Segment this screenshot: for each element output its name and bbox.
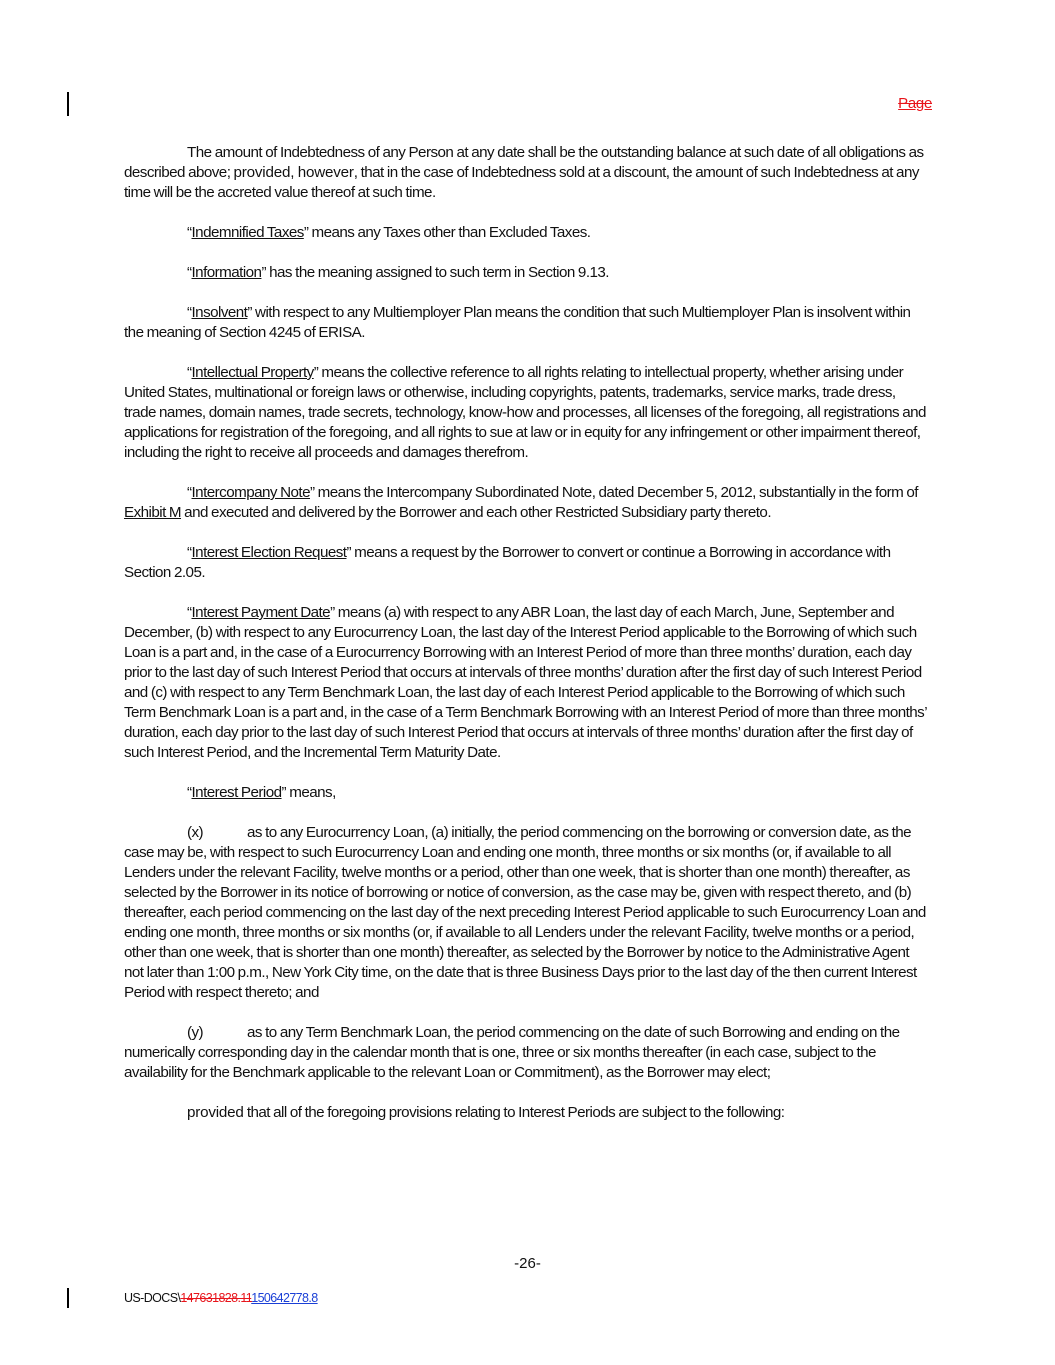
proviso-text: that all of the foregoing provisions relating to Interest Periods are subject to the following: [243,1104,785,1121]
definition-insolvent: “Insolvent” with respect to any Multiemployer Plan means the condition that such Multiemployer Plan is insolvent within the meaning of Section 4245 of ERISA. [124,304,911,341]
definition-intellectual-property: “Intellectual Property” means the collective reference to all rights relating to intellectual property, whether arising under United States, multinational or foreign laws or otherwise, including copyrights, patents, trademarks, service marks, trade dress, trade names, domain names, trade secrets, technology, know-how and processes, all licenses of the foregoing, all registrations and applications for registration of the foregoing, and all rights to sue at law or in equity for any infringement or other impairment thereof, including the right to receive all proceeds and damages therefrom. [124,364,926,461]
definition-text: with respect to any Multiemployer Plan means the condition that such Multiemployer Plan is insolvent within the meaning of Section 4245 of ERISA. [124,304,911,341]
defined-term: Indemnified Taxes [191,224,304,241]
provided: provided [187,1104,244,1121]
defined-term: Insolvent [191,304,248,321]
definition-information: “Information” has the meaning assigned to such term in Section 9.13. [187,264,609,281]
definition-text: means, [286,784,336,801]
change-bar-top [67,92,69,116]
document-footer-id [124,1291,318,1305]
definition-interest-payment-date: “Interest Payment Date” means (a) with respect to any ABR Loan, the last day of each March, June, September and December, (b) with respect to any Eurocurrency Loan, the last day of the Interest Period applicable to the Borrowing of which such Loan is a part and, in the case of a Eurocurrency Borrowing with an Interest Period of more than three months’ duration, each day prior to the last day of such Interest Period that occurs at intervals of three months’ duration after the first day of such Interest Period and (c) with respect to any Term Benchmark Loan, the last day of each Interest Period applicable to the Borrowing of which such Term Benchmark Loan is a part and, in the case of a Term Benchmark Borrowing with an Interest Period of more than three months’ duration, each day prior to the last day of such Interest Period that occurs at intervals of three months’ duration after the first day of such Interest Period, and the Incremental Term Maturity Date. [124,604,927,761]
definition-text: means (a) with respect to any ABR Loan, the last day of each March, June, September and December, (b) with respect to any Eurocurrency Loan, the last day of the Interest Period applicable to the Borrowing of which such Loan is a part and, in the case of a Eurocurrency Borrowing with an Interest Period of more than three months’ duration, each day prior to the last day of such Interest Period that occurs at intervals of three months’ duration after the first day of such Interest Period and (c) with respect to any Term Benchmark Loan, the last day of each Interest Period applicable to the Borrowing of which such Term Benchmark Loan is a part and, in the case of a Term Benchmark Borrowing with an Interest Period of more than three months’ duration, each day prior to the last day of such Interest Period that occurs at intervals of three months’ duration after the first day of such Interest Period, and the Incremental Term Maturity Date. [124,604,927,761]
defined-term: Intellectual Property [191,364,314,381]
clause-label: (x) [187,824,204,841]
text: , that in the case of Indebtedness sold at a discount, the amount of such Indebtedness at any time will be the accreted value thereof at such time. [124,164,919,201]
clause-text: as to any Term Benchmark Loan, the period commencing on the date of such Borrowing and ending on the numerically corresponding day in the calendar month that is one, three or six months thereafter (in each case, subject to the availability for the Benchmark applicable to the relevant Loan or Commitment), as the Borrower may elect; [124,1024,900,1081]
header-page-label: Page [898,95,932,112]
deleted-doc-id: 147631828.11 [180,1291,252,1305]
definition-text: has the meaning assigned to such term in Section 9.13. [265,264,609,281]
clause-text: as to any Eurocurrency Loan, (a) initially, the period commencing on the borrowing or conversion date, as the case may be, with respect to such Eurocurrency Loan and ending one month, three months or six months (or, if available to all Lenders under the relevant Facility, twelve months or a period, other than one week, that is shorter than one month) thereafter, as selected by the Borrower in its notice of borrowing or notice of conversion, as the case may be, given with respect thereto, and (b) thereafter, each period commencing on the last day of the next preceding Interest Period applicable to such Eurocurrency Loan and ending one month, three months or six months (or, if available to all Lenders under the relevant Facility, twelve months or a period, other than one week, that is shorter than one month) thereafter, as selected by the Borrower by notice to the Administrative Agent not later than 1:00 p.m., New York City time, on the date that is three Business Days prior to the last day of the then current Interest Period with respect thereto; and [124,824,926,1001]
defined-term: Intercompany Note [191,484,310,501]
definition-intercompany-note: “Intercompany Note” means the Intercompany Subordinated Note, dated December 5, 2012, substantially in the form of Exhibit M and executed and delivered by the Borrower and each other Restricted Subsidiary party thereto. [124,484,918,521]
definition-text: means the Intercompany Subordinated Note, dated December 5, 2012, substantially in the form of [314,484,918,501]
clause-y [124,1023,929,1083]
inserted-doc-id[interactable]: 150642778.8 [251,1291,318,1305]
definition-text: means the collective reference to all rights relating to intellectual property, whether arising under United States, multinational or foreign laws or otherwise, including copyrights, patents, trademarks, service marks, trade dress, trade names, domain names, trade secrets, technology, know-how and processes, all licenses of the foregoing, all registrations and applications for registration of the foregoing, and all rights to sue at law or in equity for any infringement or other impairment thereof, including the right to receive all proceeds and damages therefrom. [124,364,926,461]
footer-prefix: US-DOCS\ [124,1291,181,1305]
text: The amount of Indebtedness of any Person at any date shall be the outstanding balance at such date of all obligations as described above; [124,144,924,181]
definition-interest-period: “Interest Period” means, [187,784,336,801]
page-number: -26- [514,1255,541,1272]
provided-however: provided, however [233,164,354,181]
clause-label: (y) [187,1024,204,1041]
change-bar-footer [67,1288,69,1308]
exhibit-reference: Exhibit M [124,504,182,521]
defined-term: Interest Payment Date [191,604,331,621]
defined-term: Interest Period [191,784,282,801]
defined-term: Information [191,264,262,281]
definition-interest-election-request: “Interest Election Request” means a request by the Borrower to convert or continue a Borrowing in accordance with Section 2.05. [124,544,891,581]
document-body [124,143,929,1143]
definition-text: and executed and delivered by the Borrower and each other Restricted Subsidiary party thereto. [181,504,771,521]
paragraph-indebtedness-amount [124,143,929,203]
defined-term: Interest Election Request [191,544,347,561]
definition-text: means any Taxes other than Excluded Taxes. [308,224,591,241]
clause-x [124,823,929,1003]
definition-text: means a request by the Borrower to convert or continue a Borrowing in accordance with Section 2.05. [124,544,891,581]
definition-indemnified-taxes: “Indemnified Taxes” means any Taxes other than Excluded Taxes. [187,224,591,241]
proviso-paragraph [124,1103,929,1123]
